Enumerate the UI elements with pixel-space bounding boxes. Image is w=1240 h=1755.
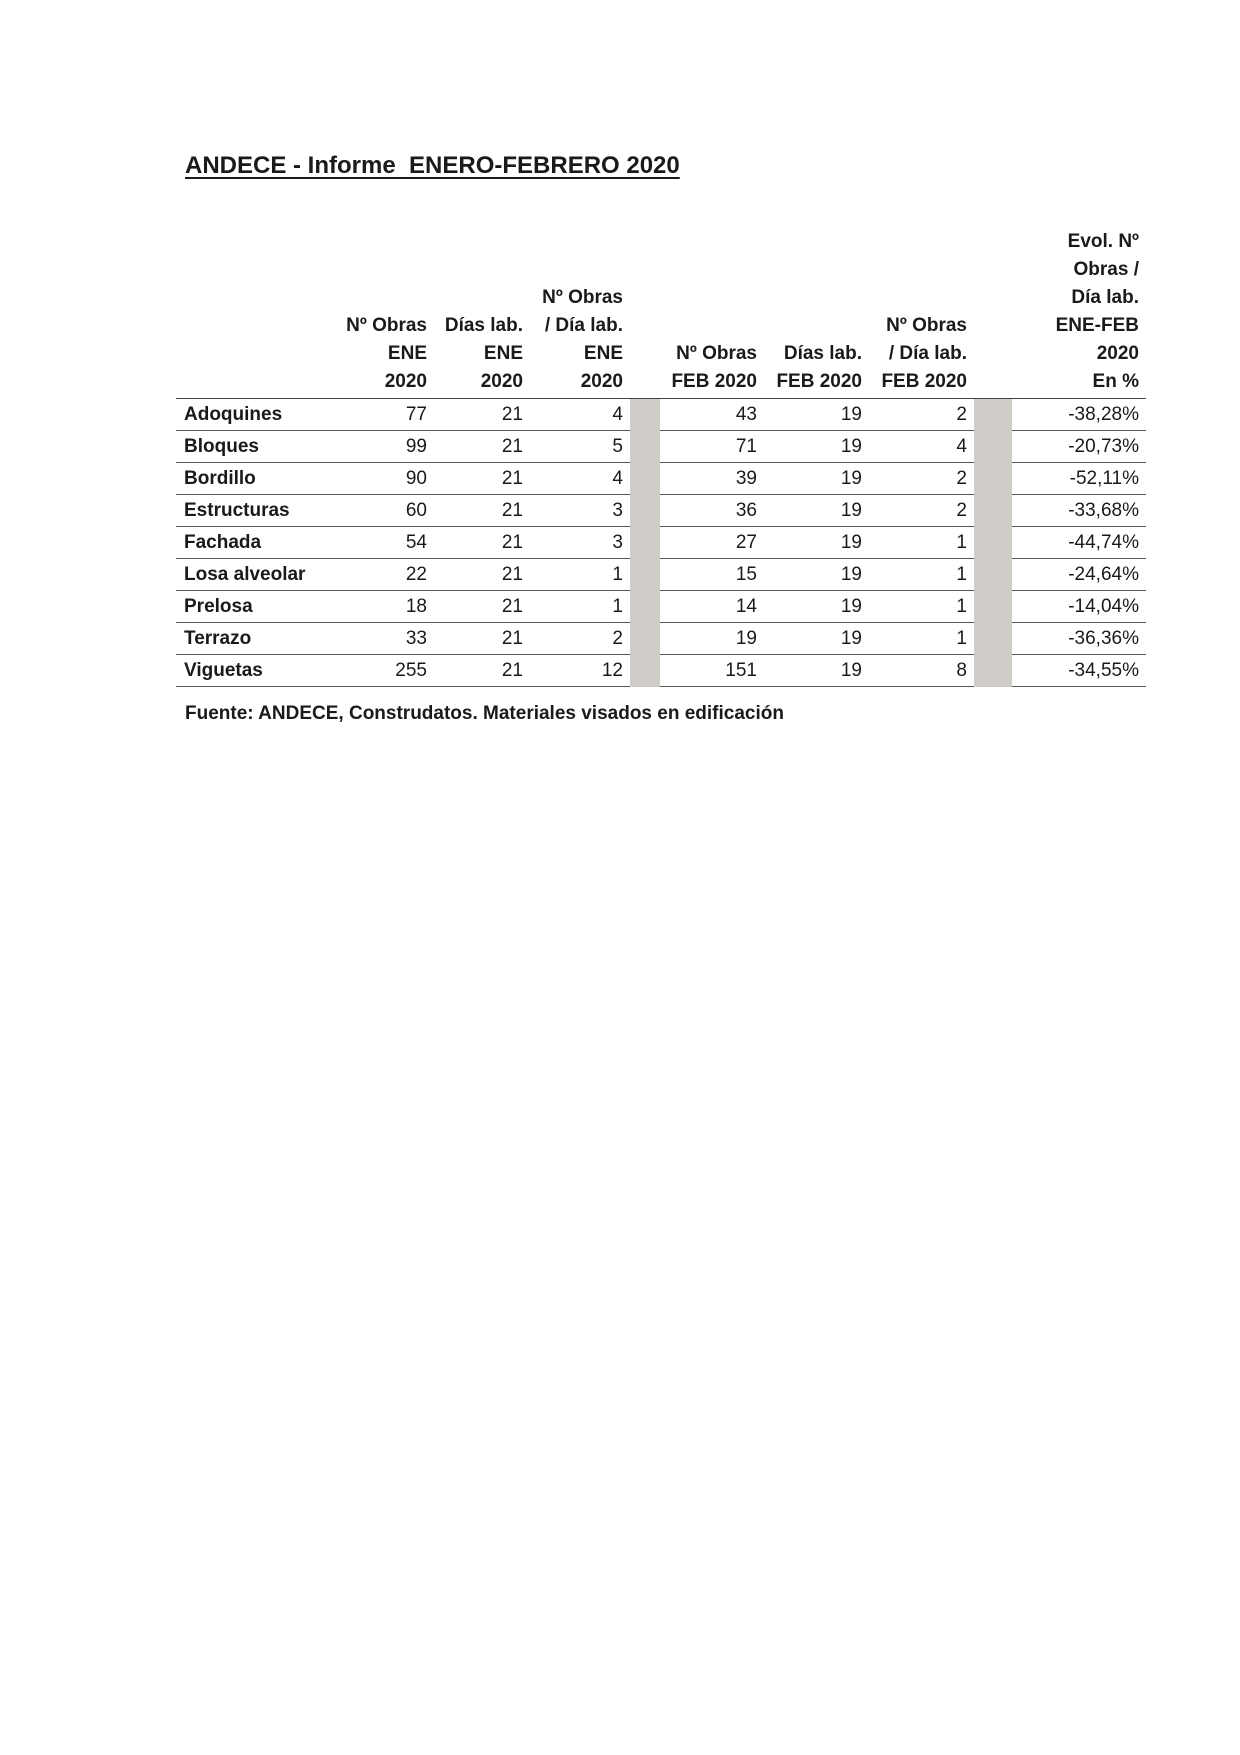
header-dias-ene <box>434 228 530 399</box>
cell-ratio-feb: 2 <box>869 399 974 431</box>
cell-obras-feb: 36 <box>660 495 764 527</box>
cell-dias-ene: 21 <box>434 527 530 559</box>
separator-cell <box>630 463 660 495</box>
header-ratio-feb <box>869 228 974 399</box>
cell-dias-ene: 21 <box>434 495 530 527</box>
cell-ratio-ene: 1 <box>530 591 630 623</box>
header-line: / Día lab. <box>888 343 967 364</box>
cell-obras-feb: 19 <box>660 623 764 655</box>
row-label: Bloques <box>176 431 334 463</box>
cell-obras-ene: 77 <box>334 399 434 431</box>
report-title: ANDECE - Informe ENERO-FEBRERO 2020 <box>185 152 680 179</box>
separator-cell <box>630 527 660 559</box>
cell-obras-ene: 18 <box>334 591 434 623</box>
header-material <box>176 228 334 399</box>
header-line: Nº Obras <box>886 315 967 336</box>
cell-dias-ene: 21 <box>434 559 530 591</box>
header-dias-feb <box>764 228 869 399</box>
row-label: Prelosa <box>176 591 334 623</box>
cell-ratio-feb: 1 <box>869 591 974 623</box>
separator-cell <box>974 527 1012 559</box>
table-row <box>176 463 1146 495</box>
separator-cell <box>974 591 1012 623</box>
cell-dias-feb: 19 <box>764 399 869 431</box>
header-line: Nº Obras <box>346 315 427 336</box>
header-line: 2020 <box>580 371 623 392</box>
header-line: 2020 <box>384 371 427 392</box>
row-label: Fachada <box>176 527 334 559</box>
header-evol <box>1012 228 1146 399</box>
header-line: Días lab. <box>444 315 523 336</box>
header-line: ENE <box>483 343 523 364</box>
cell-dias-feb: 19 <box>764 559 869 591</box>
header-line: Obras / <box>1073 259 1139 280</box>
separator-cell <box>630 655 660 687</box>
cell-ratio-ene: 5 <box>530 431 630 463</box>
header-line: Días lab. <box>783 343 862 364</box>
cell-obras-ene: 255 <box>334 655 434 687</box>
cell-dias-ene: 21 <box>434 623 530 655</box>
header-obras-feb <box>660 228 764 399</box>
cell-obras-feb: 39 <box>660 463 764 495</box>
header-line: ENE-FEB <box>1055 315 1139 336</box>
table-row <box>176 591 1146 623</box>
separator-cell <box>630 495 660 527</box>
cell-evol: -36,36% <box>1012 623 1146 655</box>
header-line: Día lab. <box>1071 287 1139 308</box>
cell-evol: -34,55% <box>1012 655 1146 687</box>
separator-cell <box>974 431 1012 463</box>
cell-ratio-ene: 1 <box>530 559 630 591</box>
cell-obras-ene: 54 <box>334 527 434 559</box>
header-line: Evol. Nº <box>1067 231 1139 252</box>
cell-ratio-feb: 2 <box>869 495 974 527</box>
separator-cell <box>974 399 1012 431</box>
cell-ratio-feb: 1 <box>869 623 974 655</box>
header-line: ENE <box>583 343 623 364</box>
cell-ratio-feb: 2 <box>869 463 974 495</box>
table-row <box>176 431 1146 463</box>
row-label: Estructuras <box>176 495 334 527</box>
cell-ratio-feb: 1 <box>869 527 974 559</box>
row-label: Adoquines <box>176 399 334 431</box>
cell-evol: -24,64% <box>1012 559 1146 591</box>
cell-obras-feb: 71 <box>660 431 764 463</box>
table-header <box>176 228 1146 399</box>
cell-ratio-ene: 12 <box>530 655 630 687</box>
separator-cell <box>630 559 660 591</box>
cell-dias-feb: 19 <box>764 655 869 687</box>
separator-cell <box>630 623 660 655</box>
cell-evol: -20,73% <box>1012 431 1146 463</box>
cell-dias-feb: 19 <box>764 495 869 527</box>
header-separator <box>630 228 660 399</box>
cell-evol: -14,04% <box>1012 591 1146 623</box>
cell-ratio-ene: 4 <box>530 463 630 495</box>
cell-obras-ene: 90 <box>334 463 434 495</box>
cell-obras-ene: 99 <box>334 431 434 463</box>
cell-ratio-feb: 1 <box>869 559 974 591</box>
cell-evol: -52,11% <box>1012 463 1146 495</box>
table-body <box>176 399 1146 687</box>
table-row <box>176 527 1146 559</box>
header-line: / Día lab. <box>544 315 623 336</box>
cell-dias-feb: 19 <box>764 527 869 559</box>
cell-dias-feb: 19 <box>764 591 869 623</box>
cell-dias-ene: 21 <box>434 463 530 495</box>
header-line: 2020 <box>1096 343 1139 364</box>
table-row <box>176 655 1146 687</box>
separator-cell <box>974 463 1012 495</box>
cell-obras-feb: 27 <box>660 527 764 559</box>
separator-cell <box>630 591 660 623</box>
separator-cell <box>974 559 1012 591</box>
header-line: ENE <box>387 343 427 364</box>
header-line: FEB 2020 <box>776 371 862 392</box>
row-label: Bordillo <box>176 463 334 495</box>
cell-ratio-ene: 3 <box>530 495 630 527</box>
cell-ratio-ene: 3 <box>530 527 630 559</box>
table-row <box>176 399 1146 431</box>
header-line: FEB 2020 <box>881 371 967 392</box>
cell-evol: -33,68% <box>1012 495 1146 527</box>
cell-dias-ene: 21 <box>434 399 530 431</box>
header-line: FEB 2020 <box>671 371 757 392</box>
header-obras-ene <box>334 228 434 399</box>
cell-obras-ene: 22 <box>334 559 434 591</box>
header-line: Nº Obras <box>676 343 757 364</box>
separator-cell <box>974 655 1012 687</box>
cell-dias-feb: 19 <box>764 431 869 463</box>
header-ratio-ene <box>530 228 630 399</box>
cell-obras-feb: 14 <box>660 591 764 623</box>
table-row <box>176 623 1146 655</box>
cell-obras-feb: 15 <box>660 559 764 591</box>
cell-ratio-feb: 8 <box>869 655 974 687</box>
cell-ratio-feb: 4 <box>869 431 974 463</box>
cell-dias-feb: 19 <box>764 463 869 495</box>
report-table <box>176 228 1146 687</box>
separator-cell <box>974 623 1012 655</box>
header-line: 2020 <box>480 371 523 392</box>
cell-evol: -38,28% <box>1012 399 1146 431</box>
cell-obras-feb: 151 <box>660 655 764 687</box>
cell-evol: -44,74% <box>1012 527 1146 559</box>
cell-ratio-ene: 4 <box>530 399 630 431</box>
cell-obras-feb: 43 <box>660 399 764 431</box>
table-row <box>176 495 1146 527</box>
row-label: Losa alveolar <box>176 559 334 591</box>
cell-dias-feb: 19 <box>764 623 869 655</box>
cell-dias-ene: 21 <box>434 431 530 463</box>
separator-cell <box>630 431 660 463</box>
header-line: Nº Obras <box>542 287 623 308</box>
cell-ratio-ene: 2 <box>530 623 630 655</box>
source-note: Fuente: ANDECE, Construdatos. Materiales visados en edificación <box>185 703 784 724</box>
row-label: Viguetas <box>176 655 334 687</box>
separator-cell <box>630 399 660 431</box>
cell-obras-ene: 60 <box>334 495 434 527</box>
cell-dias-ene: 21 <box>434 655 530 687</box>
cell-obras-ene: 33 <box>334 623 434 655</box>
separator-cell <box>974 495 1012 527</box>
table-row <box>176 559 1146 591</box>
cell-dias-ene: 21 <box>434 591 530 623</box>
header-separator <box>974 228 1012 399</box>
row-label: Terrazo <box>176 623 334 655</box>
header-line: En % <box>1092 371 1139 392</box>
